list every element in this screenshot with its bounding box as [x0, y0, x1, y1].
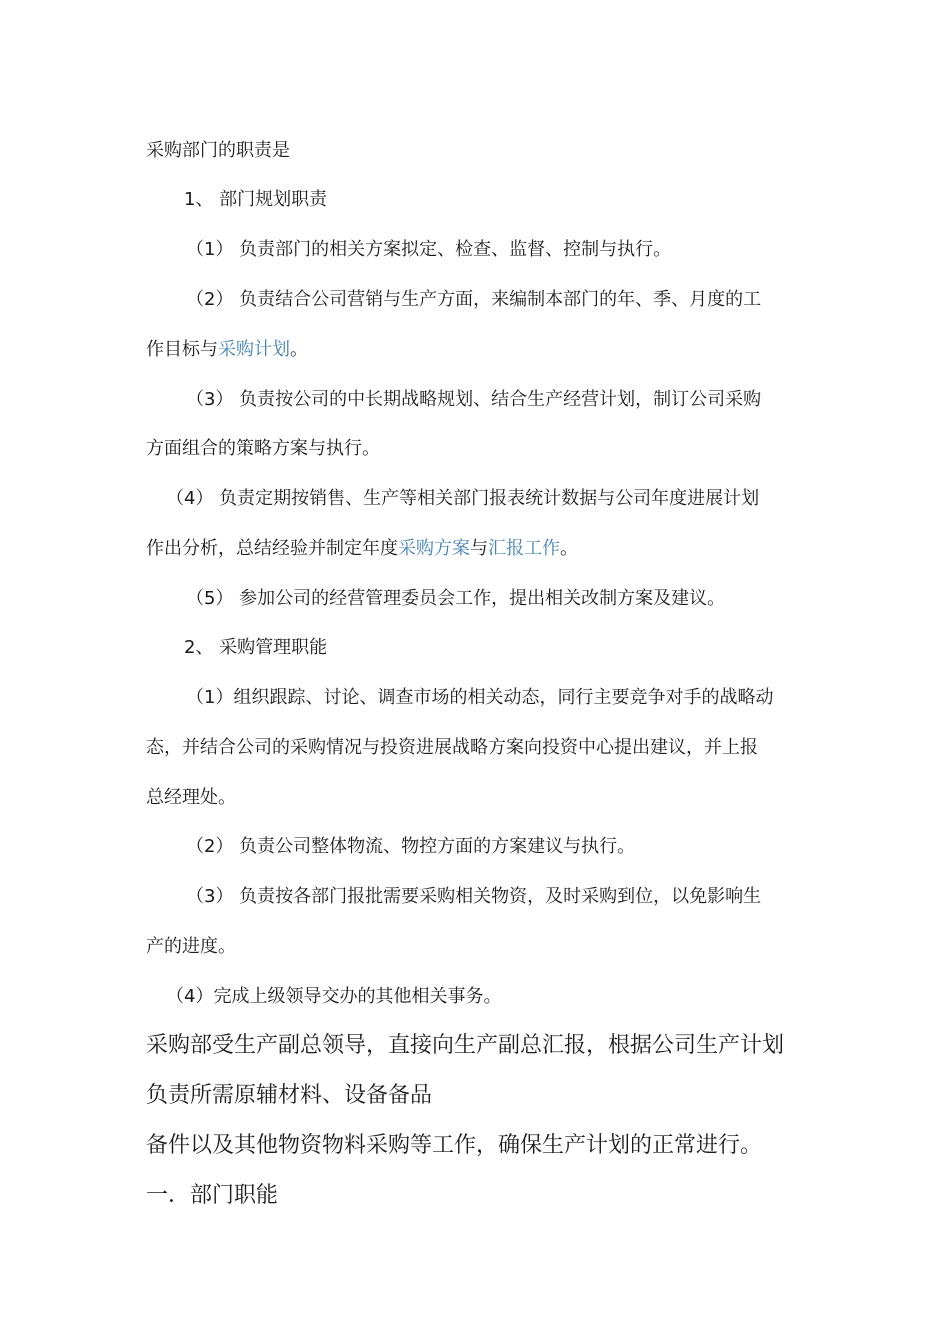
summary-line-2: 负责所需原辅材料、设备备品: [146, 1083, 433, 1108]
paragraph-planning-item-4-line-1: （4） 负责定期按销售、生产等相关部门报表统计数据与公司年度进展计划: [166, 488, 760, 509]
paragraph-management-item-1-line-1: （1）组织跟踪、讨论、调查市场的相关动态，同行主要竞争对手的战略动: [186, 687, 774, 708]
paragraph-planning-item-1: （1） 负责部门的相关方案拟定、检查、监督、控制与执行。: [186, 239, 672, 260]
section-heading-department-functions: 一．部门职能: [146, 1183, 279, 1208]
paragraph-management-item-4: （4）完成上级领导交办的其他相关事务。: [166, 986, 502, 1007]
paragraph-planning-item-2-line-2: [146, 338, 308, 362]
paragraph-management-item-2: （2） 负责公司整体物流、物控方面的方案建议与执行。: [186, 836, 636, 857]
link-procurement-plan[interactable]: 采购计划: [218, 339, 290, 360]
link-report-work[interactable]: 汇报工作: [488, 538, 560, 559]
text-run: 与: [470, 538, 488, 559]
section-heading-procurement-management: 2、 采购管理职能: [184, 637, 328, 658]
paragraph-planning-item-4-line-2: [146, 537, 578, 561]
paragraph-planning-item-3-line-1: （3） 负责按公司的中长期战略规划、结合生产经营计划，制订公司采购: [186, 389, 762, 410]
paragraph-management-item-1-line-3: 总经理处。: [146, 787, 236, 808]
document-title: 采购部门的职责是: [146, 140, 290, 161]
paragraph-planning-item-2-line-1: （2） 负责结合公司营销与生产方面，来编制本部门的年、季、月度的工: [186, 289, 762, 310]
paragraph-management-item-1-line-2: 态，并结合公司的采购情况与投资进展战略方案向投资中心提出建议，并上报: [146, 737, 758, 758]
paragraph-management-item-3-line-2: 产的进度。: [146, 936, 236, 957]
summary-line-3: 备件以及其他物资物料采购等工作，确保生产计划的正常进行。: [146, 1133, 763, 1158]
summary-line-1: 采购部受生产副总领导，直接向生产副总汇报，根据公司生产计划: [146, 1033, 785, 1058]
paragraph-management-item-3-line-1: （3） 负责按各部门报批需要采购相关物资，及时采购到位，以免影响生: [186, 886, 762, 907]
section-heading-planning: 1、 部门规划职责: [184, 189, 328, 210]
paragraph-planning-item-5: （5） 参加公司的经营管理委员会工作，提出相关改制方案及建议。: [186, 588, 726, 609]
text-run: 作出分析，总结经验并制定年度: [146, 538, 398, 559]
link-procurement-scheme[interactable]: 采购方案: [398, 538, 470, 559]
text-run: 。: [290, 339, 308, 360]
text-run: 作目标与: [146, 339, 218, 360]
paragraph-planning-item-3-line-2: 方面组合的策略方案与执行。: [146, 438, 380, 459]
text-run: 。: [560, 538, 578, 559]
